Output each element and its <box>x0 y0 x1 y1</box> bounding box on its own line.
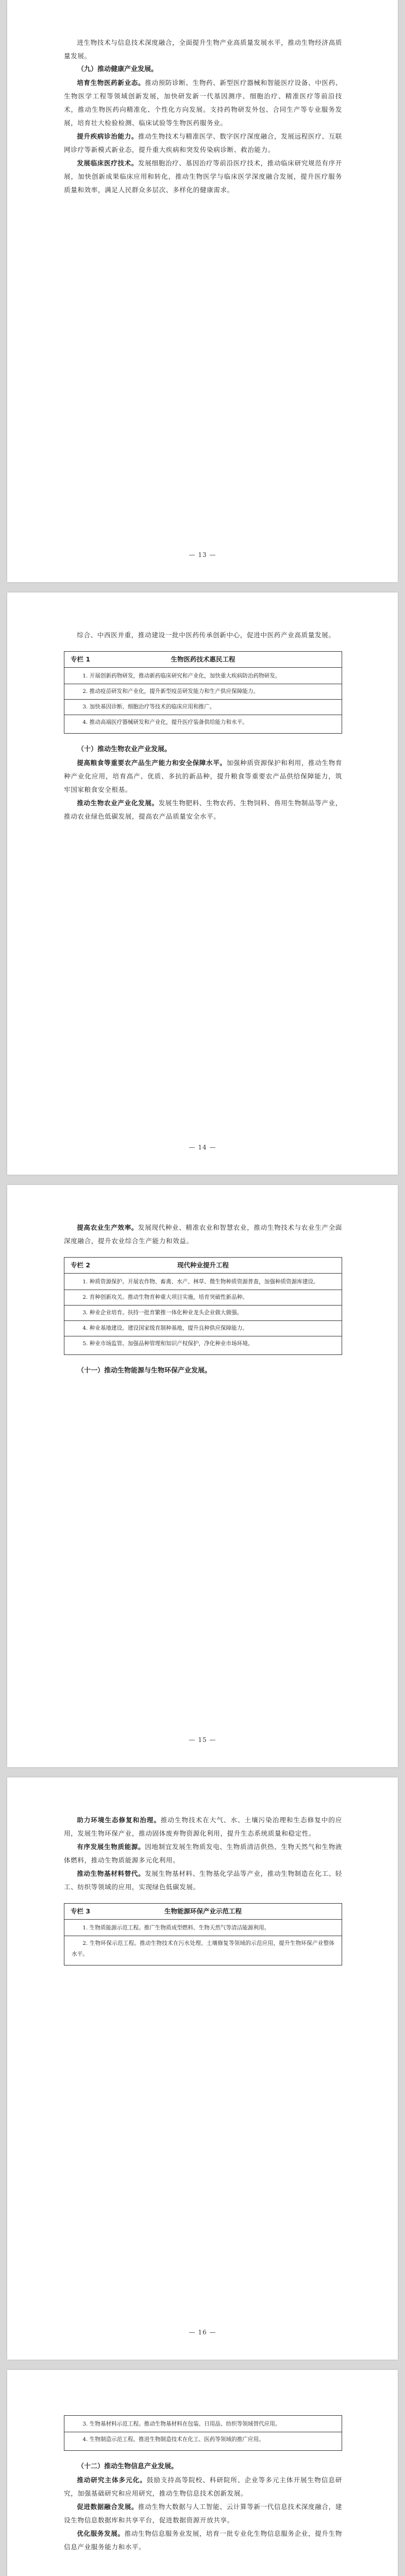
paragraph-lead: 优化服务发展。 <box>77 2530 125 2537</box>
body-paragraph <box>64 2473 342 2500</box>
paragraph-text: 推动生物大数据与人工智能、云计算等新一代信息技术深度融合，建设生物信息数据库和共享平台，促进数据资源开放共享。 <box>64 2503 343 2524</box>
paragraph-lead: 提高农业生产效率。 <box>77 1224 138 1231</box>
box-tag: 专栏 3 <box>71 1907 91 1915</box>
paragraph-lead: 有序发展生物质能源。 <box>77 1843 145 1851</box>
paragraph-text: 推动生物技术与精准医学、数字医疗深度融合，发展远程医疗、互联网诊疗等新模式新业态，提升重大疾病和突发传染病诊断、救治能力。 <box>64 132 343 154</box>
paragraph-lead: 提高粮食等重要农产品生产能力和安全保障水平。 <box>77 759 227 767</box>
body-paragraph <box>64 1221 342 1248</box>
section-heading: （九）推动健康产业发展。 <box>77 65 158 73</box>
box-spacer <box>64 1894 342 1903</box>
box-title <box>64 1904 342 1920</box>
body-paragraph <box>64 36 342 63</box>
box-name: 生物能源环保产业示范工程 <box>164 1907 242 1915</box>
box-spacer <box>64 1355 342 1364</box>
box-name: 现代种业提升工程 <box>177 1261 229 1269</box>
box-divider <box>64 1320 342 1321</box>
column-box <box>64 1257 342 1355</box>
body-paragraph <box>64 2500 342 2527</box>
body-paragraph <box>64 756 342 796</box>
document-page <box>7 1777 398 2360</box>
box-tag: 专栏 1 <box>71 655 91 663</box>
page-number: — 15 — <box>189 1736 216 1743</box>
paragraph-text: 因地制宜发展生物质发电、生物质清洁供热、生物天然气和生物液体燃料，推动生物质能源多元化利用。 <box>64 1843 343 1864</box>
box-item: 3. 种业企业培育。扶持一批育繁推一体化种业龙头企业做大做强。 <box>82 1310 243 1316</box>
paragraph-lead: 推动生物农业产业化发展。 <box>77 799 159 807</box>
section-heading: （十）推动生物农业产业发展。 <box>77 745 172 753</box>
paragraph-lead: 促进数据融合发展。 <box>77 2503 138 2511</box>
box-item: 1. 生物质能源示范工程。推广生物质成型燃料、生物天然气等清洁能源利用。 <box>82 1925 270 1931</box>
box-item: 3. 加快基因诊断、细胞治疗等技术的临床应用和推广。 <box>82 704 215 710</box>
section-heading: （十二）推动生物信息产业发展。 <box>77 2463 178 2470</box>
body-paragraph <box>64 76 342 130</box>
box-item: 5. 种业市场监管。加强品种管理和知识产权保护，净化种业市场环境。 <box>82 1341 254 1347</box>
paragraph-text: 发展现代种业、精准农业和智慧农业，推动生物技术与农业生产全面深度融合，提升农业综合生产能力和效益。 <box>64 1224 343 1245</box>
box-spacer <box>64 2451 342 2460</box>
box-divider <box>64 699 342 700</box>
paragraph-text: 综合、中西医并重，推动建设一批中医药传承创新中心，促进中医药产业高质量发展。 <box>77 631 335 639</box>
box-item: 2. 推动疫苗研发和产业化，提升新型疫苗研发能力和生产供应保障能力。 <box>82 688 259 694</box>
body-paragraph <box>64 2527 342 2554</box>
box-body <box>64 2416 342 2450</box>
paragraph-lead: 推动生物基材料替代。 <box>77 1870 145 1877</box>
box-spacer <box>64 734 342 743</box>
box-item: 2. 育种创新攻关。推动生物育种重大项目实施，培育突破性新品种。 <box>82 1294 248 1300</box>
box-item: 4. 生物制造示范工程。推进生物制造技术在化工、医药等领域的推广应用。 <box>82 2436 264 2443</box>
paragraph-text: 推动预防诊断、生物药、新型医疗器械和智能医疗设备、中医药、生物医学工程等领域创新发展，加快研发新一代基因测序、细胞治疗、精准医疗等前沿技术，推动生物医药向精准化、个性化方向发展。支持药物研发外包、合同生产等专业服务发展，培育壮大检验检测、临床试验等生物医药服务业。 <box>64 79 343 127</box>
page-number: — 16 — <box>189 2329 216 2336</box>
body-paragraph <box>64 1814 342 1840</box>
box-title <box>64 1258 342 1274</box>
paragraph-text: 加强种质资源保护和利用，推动生物育种产业化应用，培育高产、优质、多抗的新品种，提升粮食等重要农产品供给保障能力，筑牢国家粮食安全根基。 <box>64 759 343 793</box>
page-content <box>64 1221 342 1378</box>
paragraph-text: 发展生物基材料、生物基化学品等产业，推动生物制造在化工、轻工、纺织等领域的应用，实现绿色低碳发展。 <box>64 1870 343 1891</box>
paragraph-text: 推动生物技术在大气、水、土壤污染治理和生态修复中的应用，发展生物环保产业，推动固体废弃物资源化利用，提升生态系统质量和稳定性。 <box>64 1816 342 1837</box>
box-item: 3. 生物基材料示范工程。推动生物基材料在包装、日用品、纺织等领域替代应用。 <box>82 2421 281 2427</box>
box-divider <box>64 1305 342 1306</box>
paragraph-text: 发展生物肥料、生物农药、生物饲料、兽用生物制品等产业，推动农业绿色低碳发展，提高农产品质量安全水平。 <box>64 799 342 820</box>
document-page <box>7 592 398 1175</box>
document-page <box>7 2370 398 2576</box>
section-heading: （十一）推动生物能源与生物环保产业发展。 <box>77 1367 212 1375</box>
page-content <box>64 36 342 197</box>
paragraph-lead: 推动研究主体多元化。 <box>77 2476 147 2484</box>
page-content <box>64 2406 342 2554</box>
column-box <box>64 1903 342 1965</box>
box-tag: 专栏 2 <box>71 1261 91 1269</box>
page-number: — 13 — <box>189 551 216 558</box>
paragraph-text: 进生物技术与信息技术深度融合，全面提升生物产业高质量发展水平，推动生物经济高质量发展。 <box>64 39 342 60</box>
body-paragraph <box>64 130 342 157</box>
box-body <box>64 1920 342 1965</box>
box-item: 4. 推动高端医疗器械研发和产业化，提升医疗装备供给能力和水平。 <box>82 719 248 725</box>
page-content <box>64 629 342 823</box>
body-paragraph <box>64 796 342 823</box>
box-body <box>64 668 342 733</box>
paragraph-lead: 培育生物医药新业态。 <box>77 79 145 87</box>
paragraph-lead: 提升疾病诊治能力。 <box>77 132 138 140</box>
box-title <box>64 652 342 668</box>
box-item: 2. 生物环保示范工程。推动生物技术在污水处理、土壤修复等领域的示范应用，提升生物环保产业整体水平。 <box>72 1940 334 1957</box>
page-content <box>64 1814 342 1975</box>
body-paragraph <box>64 1867 342 1894</box>
paragraph-lead: 助力环境生态修复和治理。 <box>77 1816 161 1824</box>
document-page <box>7 1185 398 1767</box>
box-item: 1. 开展创新药物研发，推动新药临床研究和产业化，加快重大疾病防治药物研发。 <box>82 673 281 679</box>
paragraph-text: 鼓励支持高等院校、科研院所、企业等多元主体开展生物信息研究，加强基础研究和应用研究，推动生物信息技术创新发展。 <box>64 2476 342 2497</box>
box-spacer <box>64 1248 342 1257</box>
box-spacer <box>64 1965 342 1975</box>
box-spacer <box>64 642 342 651</box>
box-body <box>64 1274 342 1354</box>
column-box <box>64 2415 342 2451</box>
paragraph-text: 推动生物信息服务业发展，培育一批专业化生物信息服务企业，提升生物信息产业服务能力和水平。 <box>64 2530 342 2551</box>
body-paragraph <box>64 1840 342 1867</box>
body-paragraph <box>64 629 342 642</box>
column-box <box>64 651 342 734</box>
box-item: 1. 种质资源保护。开展农作物、畜禽、水产、林草、微生物种质资源普查，加强种质资源库建设。 <box>82 1279 319 1285</box>
document-page <box>7 0 398 582</box>
box-name: 生物医药技术惠民工程 <box>171 655 235 663</box>
box-item: 4. 种业基地建设。建设国家级育制种基地，提升良种供应保障能力。 <box>82 1325 248 1331</box>
box-spacer <box>64 2406 342 2415</box>
paragraph-text: 发展细胞治疗、基因治疗等前沿医疗技术，推动临床研究规范有序开展，加快创新成果临床应用和转化，推动生物医学与临床医学深度融合发展，提升医疗服务质量和效率，满足人民群众多层次、多样化的健康需求。 <box>64 159 343 194</box>
paragraph-lead: 发展临床医疗技术。 <box>77 159 138 167</box>
body-paragraph <box>64 157 342 197</box>
page-number: — 14 — <box>189 1144 216 1151</box>
